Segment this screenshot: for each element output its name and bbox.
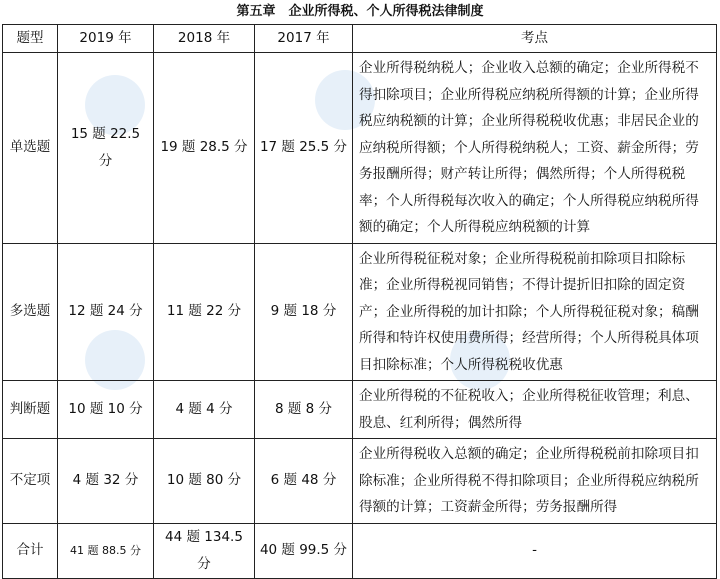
points-cell: 企业所得税的不征税收入；企业所得税征收管理；利息、股息、红利所得；偶然所得 <box>353 381 717 439</box>
cell-2018: 11 题 22 分 <box>154 243 255 381</box>
header-cell: 考点 <box>353 25 717 53</box>
total-row <box>3 523 717 578</box>
cell-2019: 10 题 10 分 <box>58 381 154 439</box>
table-row <box>3 381 717 439</box>
header-row <box>3 25 717 53</box>
cell-2017: 9 题 18 分 <box>255 243 353 381</box>
type-cell: 单选题 <box>3 53 58 244</box>
cell-2017: 6 题 48 分 <box>255 439 353 524</box>
table-row <box>3 243 717 381</box>
exam-table <box>2 24 717 579</box>
cell-2018: 44 题 134.5 分 <box>154 523 255 578</box>
table-row <box>3 439 717 524</box>
cell-2018: 4 题 4 分 <box>154 381 255 439</box>
cell-2018: 19 题 28.5 分 <box>154 53 255 244</box>
cell-2019: 15 题 22.5 分 <box>58 53 154 244</box>
cell-2017: 8 题 8 分 <box>255 381 353 439</box>
type-cell: 多选题 <box>3 243 58 381</box>
type-cell: 合计 <box>3 523 58 578</box>
header-cell: 2019 年 <box>58 25 154 53</box>
points-cell: 企业所得税征税对象；企业所得税税前扣除项目扣除标准；企业所得税视同销售；不得计提折旧扣除的固定资产；企业所得税的加计扣除；个人所得税征税对象；稿酬所得和特许权使用费所得；经营所得；个人所得税具体项目扣除标准；个人所得税税收优惠 <box>353 243 717 381</box>
points-cell: 企业所得税纳税人；企业收入总额的确定；企业所得税不得扣除项目；企业所得税应纳税所得额的计算；企业所得税应纳税额的计算；企业所得税税收优惠；非居民企业的应纳税所得额；个人所得税纳税人；工资、薪金所得；劳务报酬所得；财产转让所得；偶然所得；个人所得税税率；个人所得税每次收入的确定；个人所得税应纳税所得额的确定；个人所得税应纳税额的计算 <box>353 53 717 244</box>
header-cell: 2018 年 <box>154 25 255 53</box>
cell-2019: 12 题 24 分 <box>58 243 154 381</box>
cell-2019: 41 题 88.5 分 <box>58 523 154 578</box>
cell-2017: 17 题 25.5 分 <box>255 53 353 244</box>
points-cell: - <box>353 523 717 578</box>
cell-2019: 4 题 32 分 <box>58 439 154 524</box>
cell-2017: 40 题 99.5 分 <box>255 523 353 578</box>
page-title: 第五章 企业所得税、个人所得税法律制度 <box>236 4 484 19</box>
table-row <box>3 53 717 244</box>
type-cell: 不定项 <box>3 439 58 524</box>
cell-2018: 10 题 80 分 <box>154 439 255 524</box>
points-cell: 企业所得税收入总额的确定；企业所得税税前扣除项目扣除标准；企业所得税不得扣除项目；企业所得税应纳税所得额的计算；工资薪金所得；劳务报酬所得 <box>353 439 717 524</box>
header-cell: 题型 <box>3 25 58 53</box>
header-cell: 2017 年 <box>255 25 353 53</box>
type-cell: 判断题 <box>3 381 58 439</box>
